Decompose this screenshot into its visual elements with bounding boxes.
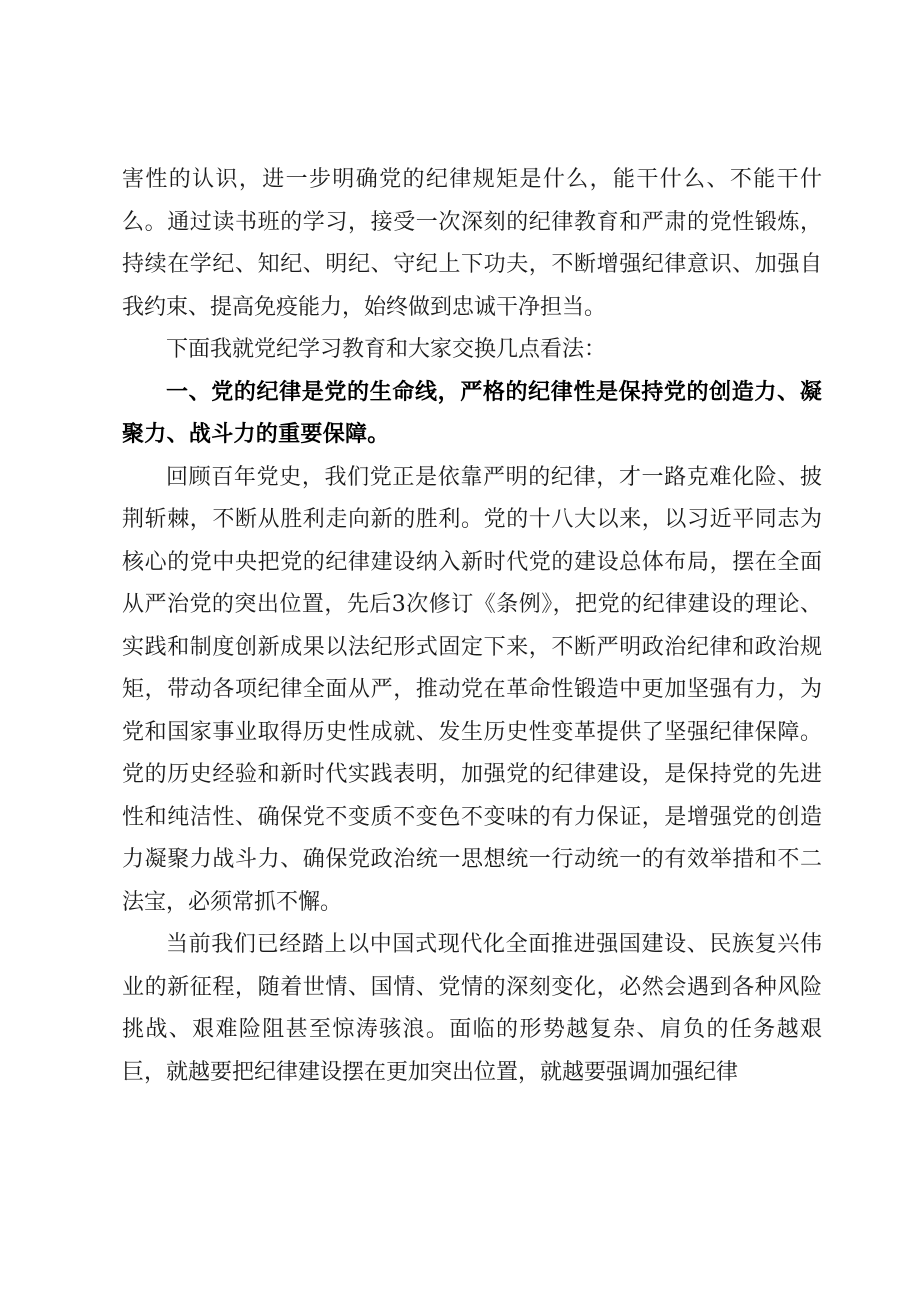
paragraph-current: 当前我们已经踏上以中国式现代化全面推进强国建设、民族复兴伟业的新征程，随着世情、国情、党情的深刻变化，必然会遇到各种风险挑战、艰难险阻甚至惊涛骇浪。面临的形势越复杂、肩负的任务越艰巨，就越要把纪律建设摆在更加突出位置，就越要强调加强纪律 <box>122 932 822 1085</box>
paragraph-continuation: 害性的认识，进一步明确党的纪律规矩是什么，能干什么、不能干什么。通过读书班的学习，接受一次深刻的纪律教育和严肃的党性锻炼，持续在学纪、知纪、明纪、守纪上下功夫，不断增强纪律意识、加强自我约束、提高免疫能力，始终做到忠诚干净担当。 <box>122 167 822 320</box>
document-body <box>122 159 822 1094</box>
section-heading-1: 一、党的纪律是党的生命线，严格的纪律性是保持党的创造力、凝聚力、战斗力的重要保障。 <box>122 379 822 447</box>
paragraph-history: 回顾百年党史，我们党正是依靠严明的纪律，才一路克难化险、披荆斩棘，不断从胜利走向新的胜利。党的十八大以来，以习近平同志为核心的党中央把党的纪律建设纳入新时代党的建设总体布局，摆在全面从严治党的突出位置，先后3次修订《条例》，把党的纪律建设的理论、实践和制度创新成果以法纪形式固定下来，不断严明政治纪律和政治规矩，带动各项纪律全面从严，推动党在革命性锻造中更加坚强有力，为党和国家事业取得历史性成就、发生历史性变革提供了坚强纪律保障。党的历史经验和新时代实践表明，加强党的纪律建设，是保持党的先进性和纯洁性、确保党不变质不变色不变味的有力保证，是增强党的创造力凝聚力战斗力、确保党政治统一思想统一行动统一的有效举措和不二法宝，必须常抓不懈。 <box>122 464 822 915</box>
paragraph-intro: 下面我就党纪学习教育和大家交换几点看法： <box>166 337 607 362</box>
